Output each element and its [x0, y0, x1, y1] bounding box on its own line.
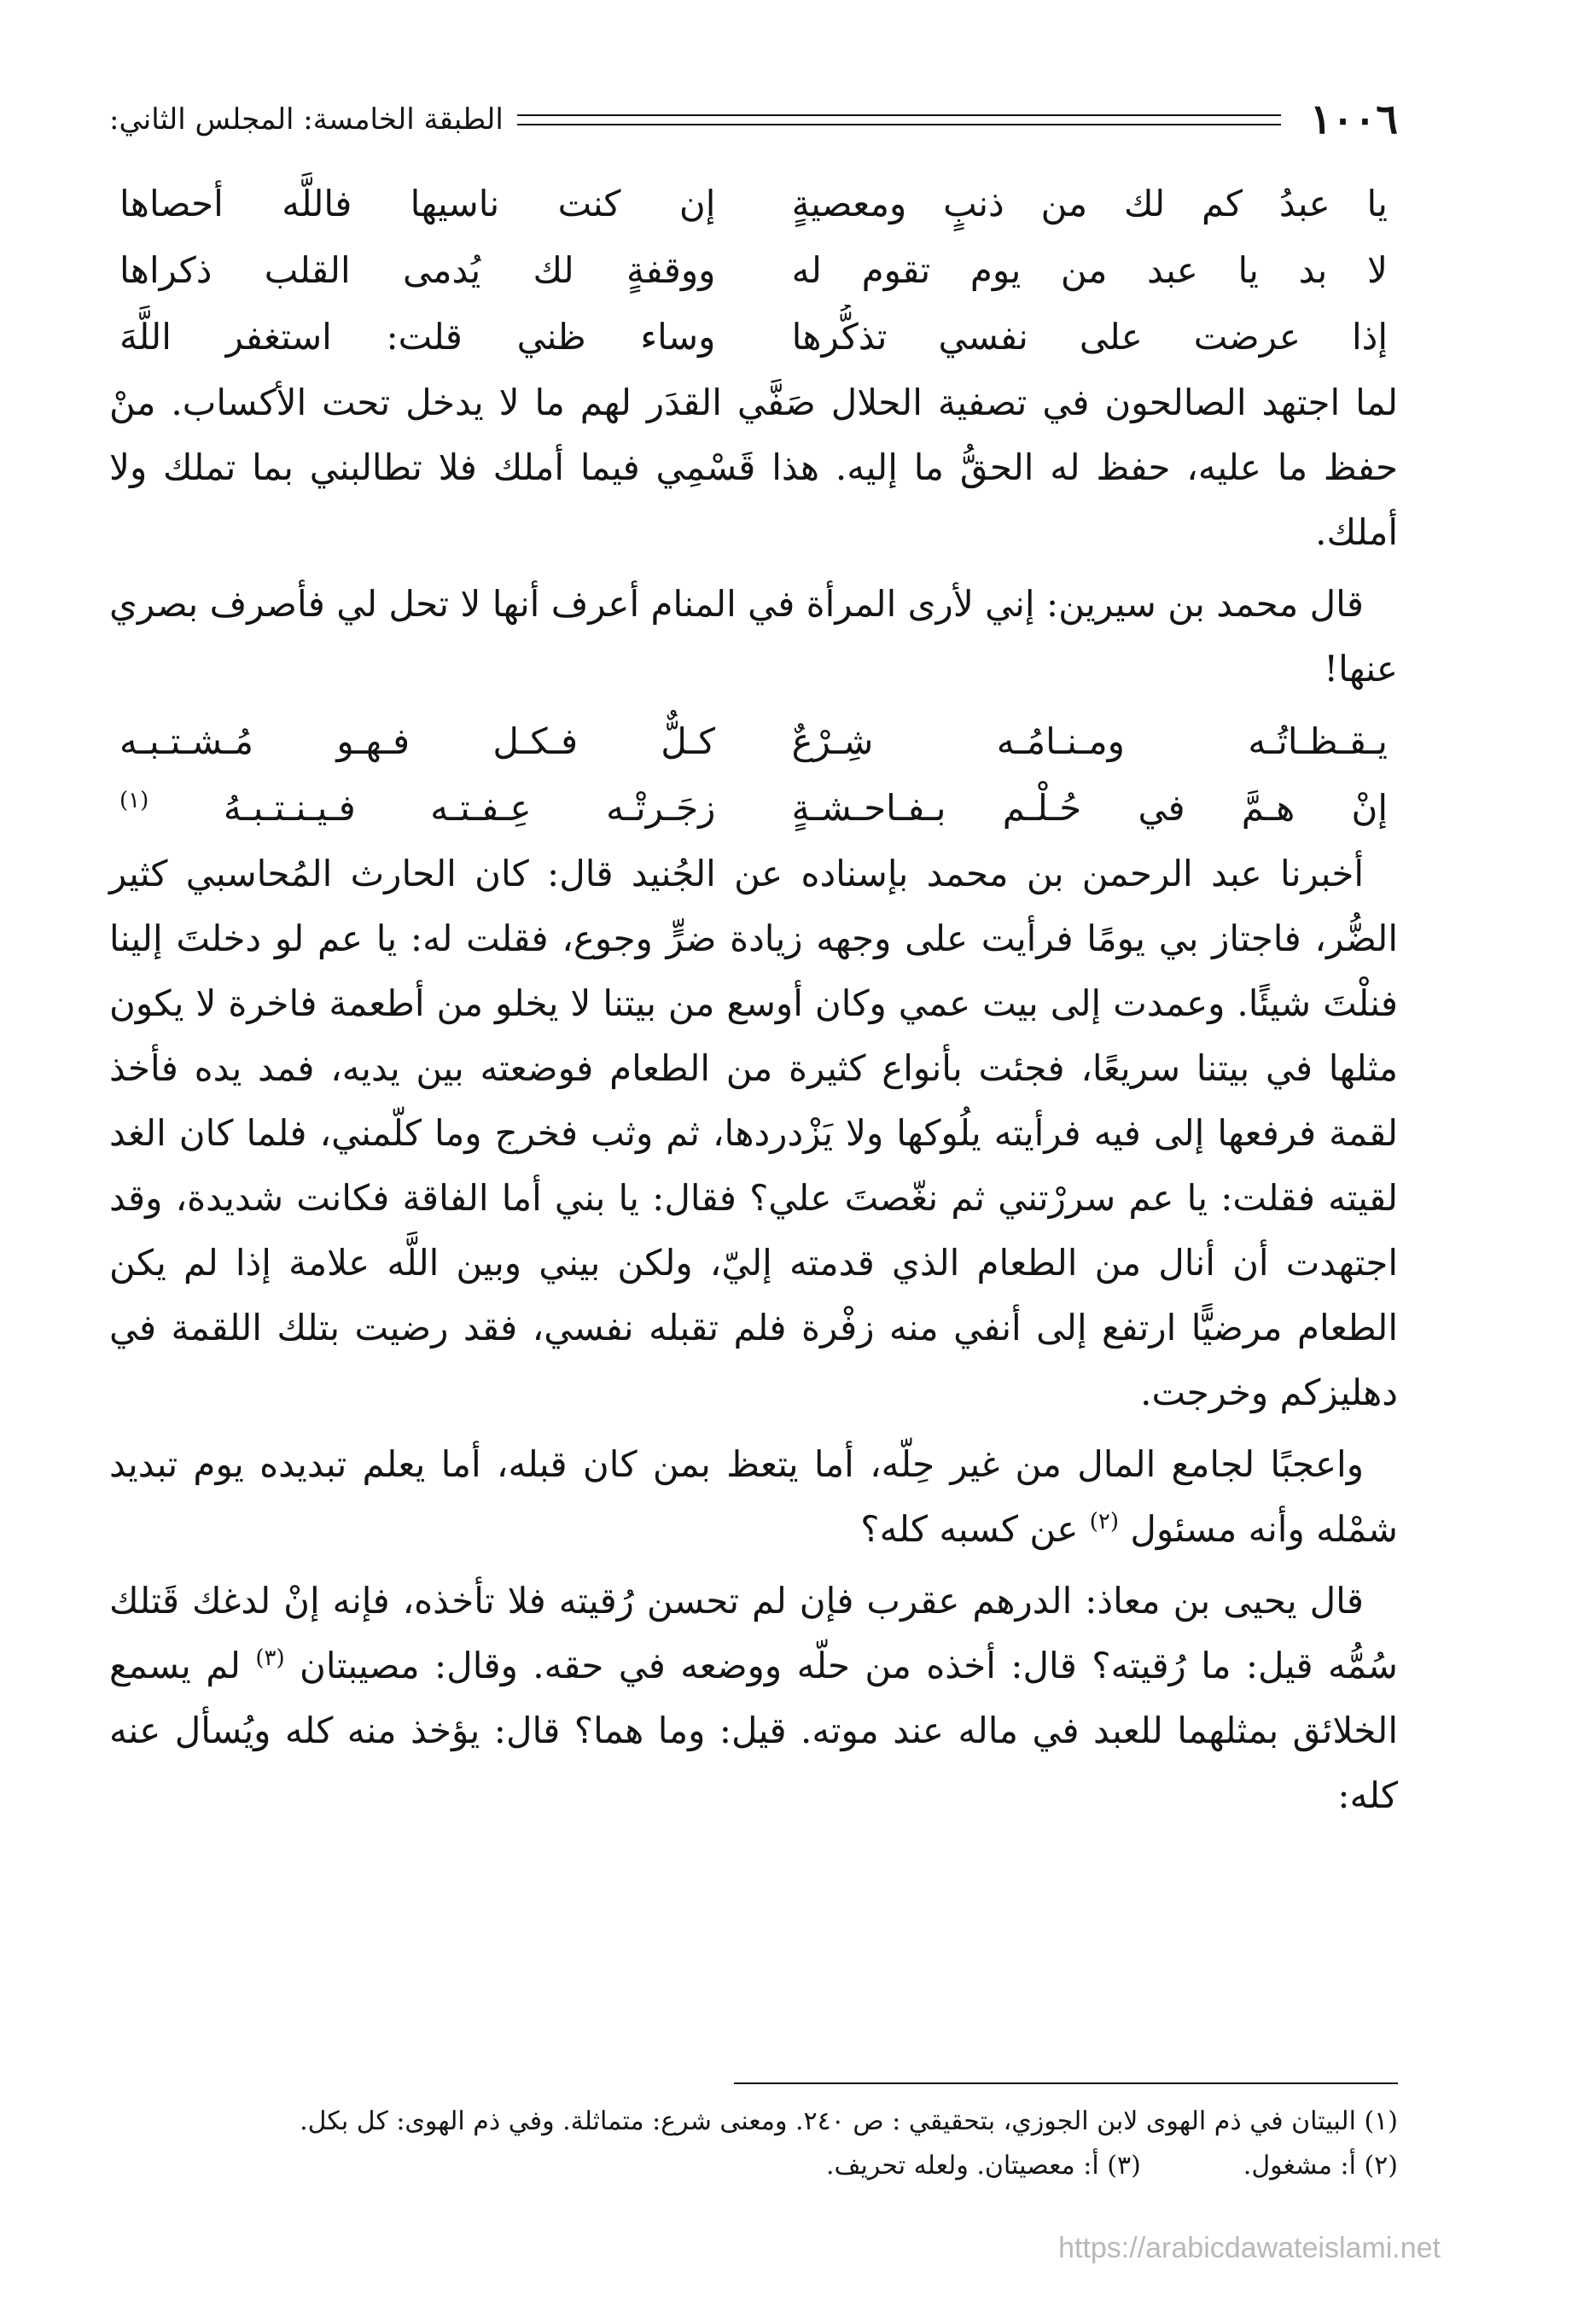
footnote-line — [109, 2100, 1398, 2144]
verse-second-hemistich: ووقفةٍ لك يُدمى القلب ذكراها — [119, 249, 716, 291]
footnote-line — [109, 2144, 1398, 2188]
footnote-ref: (٣) — [255, 1645, 285, 1671]
verse-first-hemistich: إنْ هـمَّ في حُـلْـم بـفـاحـشـةٍ — [791, 787, 1388, 829]
footnote-2: (٢) أ: مشغول. — [1243, 2151, 1398, 2181]
paragraph-text: واعجبًا لجامع المال من غير حِلّه، أما يتعظ بمن كان قبله، أما يعلم تبديده يوم تبديد شمْله وأنه مسئول — [109, 1443, 1398, 1550]
paragraph-ibn-sirin: قال محمد بن سيرين: إني لأرى المرأة في المنام أعرف أنها لا تحل لي فأصرف بصري عنها! — [109, 583, 1398, 690]
footnote-ref: (٢) — [1089, 1509, 1120, 1535]
verse-block-1 — [109, 171, 1398, 370]
verse-second-hemistich: كـلٌّ فـكـل فـهـو مُـشـتـبـه — [119, 720, 716, 762]
verse-block-2 — [109, 708, 1398, 842]
paragraph-text: لم يسمع الخلائق بمثلهما للعبد في ماله عند موته. قيل: وما هما؟ قال: يؤخذ منه كله ويُسأل عنه كله: — [109, 1645, 1398, 1816]
footnote-1: (١) البيتان في ذم الهوى لابن الجوزي، بتحقيقي : ص ٢٤٠. ومعنى شرع: متماثلة. وفي ذم الهوى: كل بكل. — [300, 2106, 1398, 2136]
verse-line — [109, 775, 1398, 842]
verse-first-hemistich: إذا عرضت على نفسي تذكُّرها — [791, 316, 1388, 358]
paragraph-wealth — [109, 1432, 1398, 1562]
running-header — [109, 94, 1398, 145]
verse-second-hemistich — [119, 776, 715, 841]
verse-second-hemistich: وساء ظني قلت: استغفر اللَّهَ — [119, 316, 716, 358]
footnote-rule — [734, 2082, 1398, 2084]
header-rule — [517, 114, 1281, 125]
verse-first-hemistich: لا بد يا عبد من يوم تقوم له — [791, 249, 1388, 291]
verse-line — [109, 171, 1398, 237]
paragraph-muhasibi: أخبرنا عبد الرحمن بن محمد بإسناده عن الجُنيد قال: كان الحارث المُحاسبي كثير الضُّر، فاجتاز بي يومًا فرأيت على وجهه زيادة ضرٍّ وجوع، فقلت له: يا عم لو دخلتَ إلينا فنلْتَ شيئًا. وعمدت إلى بيت عمي وكان أوسع من بيتنا لا يخلو من أطعمة فاخرة لا يكون مثلها في بيتنا سريعًا، فجئت بأنواع كثيرة من الطعام فوضعته بين يديه، فمد يده فأخذ لقمة فرفعها إلى فيه فرأيته يلُوكها ولا يَزْدردها، ثم وثب فخرج وما كلّمني، فلما كان الغد لقيته فقلت: يا عم سررْتني ثم نغّصتَ علي؟ فقال: يا بني أما الفاقة فكانت شديدة، وقد اجتهدت أن أنال من الطعام الذي قدمته إليّ، ولكن بيني وبين اللَّه علامة إذا لم يكن الطعام مرضيًّا ارتفع إلى أنفي منه زفْرة فلم تقبله نفسي، فقد رضيت بتلك اللقمة في دهليزكم وخرجت. — [109, 853, 1399, 1413]
footnote-3: (٣) أ: معصيتان. ولعله تحريف. — [825, 2151, 1141, 2181]
verse-first-hemistich: يـقـظـاتُـه ومـنـامُـه شِـرْعٌ — [791, 720, 1388, 762]
verse-first-hemistich: يا عبدُ كم لك من ذنبٍ ومعصيةٍ — [791, 183, 1388, 224]
verse-second-hemistich: إن كنت ناسيها فاللَّه أحصاها — [119, 183, 716, 224]
running-title: الطبقة الخامسة: المجلس الثاني: — [109, 102, 504, 137]
verse-text: زجَـرتْـه عِـفـتـه فـيـنـتـبـهُ — [223, 787, 716, 829]
paragraph-halal: لما اجتهد الصالحون في تصفية الحلال صَفَّي القدَر لهم ما لا يدخل تحت الأكساب. منْ حفظ ما عليه، حفظ له الحقُّ ما إليه. هذا قَسْمِي فيما أملك فلا تطالبني بما تملك ولا أملك. — [109, 382, 1398, 553]
verse-line — [109, 708, 1398, 775]
watermark-url: https://arabicdawateislami.net — [1058, 2232, 1441, 2264]
footnote-ref: (١) — [119, 788, 149, 813]
page-number: ١٠٠٦ — [1309, 96, 1398, 143]
verse-line — [109, 304, 1398, 370]
verse-line — [109, 237, 1398, 304]
paragraph-yahya — [109, 1569, 1398, 1828]
paragraph-text: عن كسبه كله؟ — [860, 1508, 1079, 1550]
footnotes — [109, 2100, 1398, 2188]
paragraph-text: قال يحيى بن معاذ: الدرهم عقرب فإن لم تحسن رُقيته فلا تأخذه، فإنه إنْ لدغك قَتلك سُمُّه قيل: ما رُقيته؟ قال: أخذه من حلّه ووضعه في حقه. وقال: مصيبتان — [109, 1580, 1398, 1686]
page-body — [109, 171, 1398, 1835]
